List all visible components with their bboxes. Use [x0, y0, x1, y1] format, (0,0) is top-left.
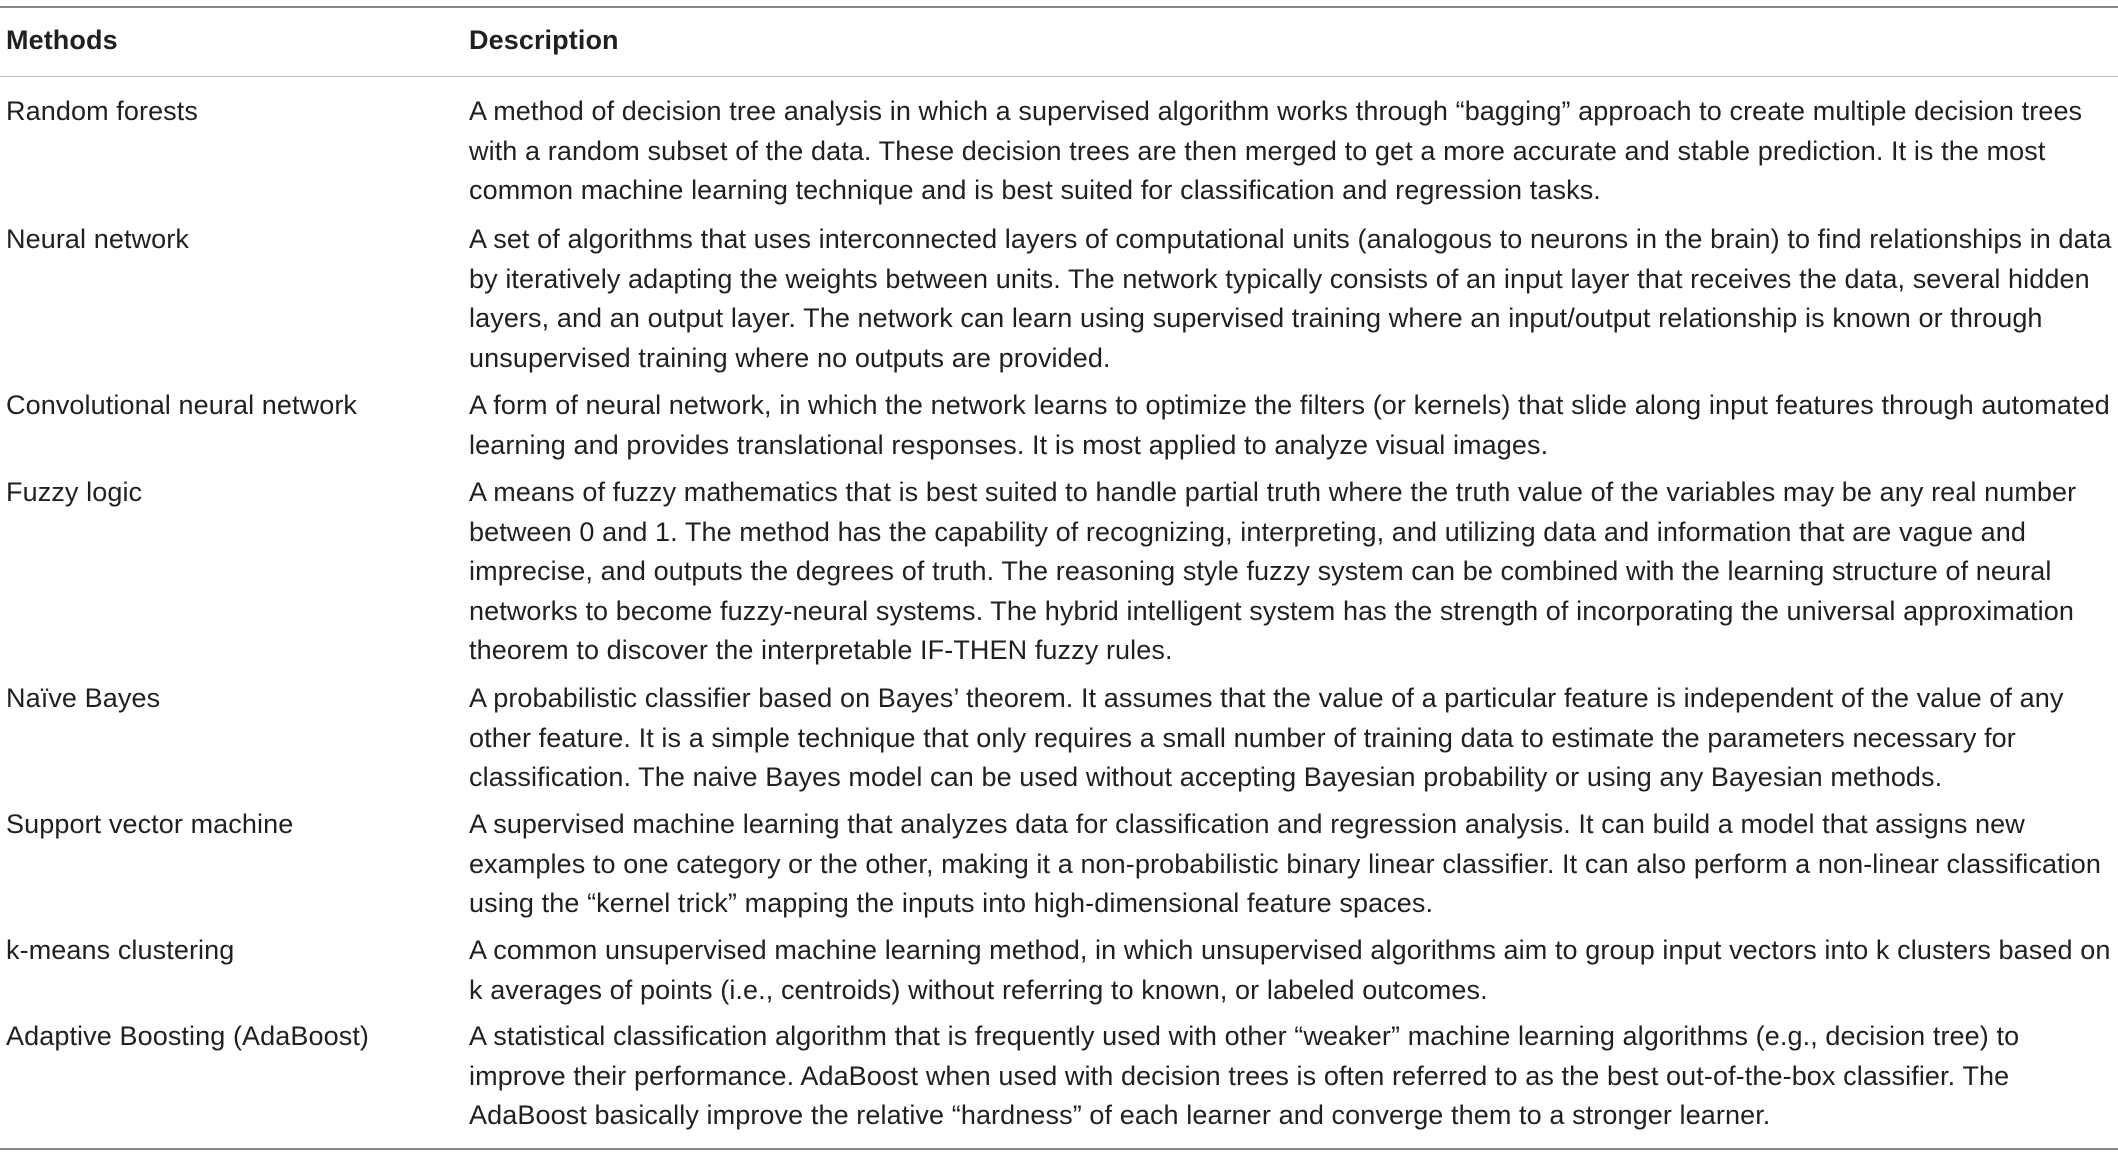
row-cnn-method: Convolutional neural network — [6, 390, 358, 420]
row-adaboost-method: Adaptive Boosting (AdaBoost) — [6, 1021, 370, 1051]
row-fuzzy-logic-description: A means of fuzzy mathematics that is best suited to handle partial truth where the truth value of the variables may be any real number between 0 and 1. The method has the capability of recognizing, interpreting, and utilizing data and information that are vague and imprecise, and outputs the degrees of truth. The reasoning style fuzzy system can be combined with the learning structure of neural networks to become fuzzy-neural systems. The hybrid intelligent system has the strength of incorporating the universal approximation theorem to discover the interpretable IF-THEN fuzzy rules. — [469, 477, 2077, 665]
row-adaboost-description: A statistical classification algorithm that is frequently used with other “weaker” machine learning algorithms (e.g., decision tree) to improve their performance. AdaBoost when used with decision trees is often referred to as the best out-of-the-box classifier. The AdaBoost basically improve the relative “hardness” of each learner and converge them to a stronger learner. — [469, 1021, 2020, 1130]
table-top-rule — [0, 6, 2118, 8]
row-fuzzy-logic-method: Fuzzy logic — [6, 477, 143, 507]
row-naive-bayes-description: A probabilistic classifier based on Bayes’ theorem. It assumes that the value of a particular feature is independent of the value of any other feature. It is a simple technique that only requires a small number of training data to estimate the parameters necessary for classification. The naive Bayes model can be used without accepting Bayesian probability or using any Bayesian methods. — [469, 683, 2064, 792]
row-k-means-description: A common unsupervised machine learning method, in which unsupervised algorithms aim to group input vectors into k clusters based on k averages of points (i.e., centroids) without referring to known, or labeled outcomes. — [469, 935, 2111, 1005]
row-cnn-description: A form of neural network, in which the network learns to optimize the filters (or kernels) that slide along input features through automated learning and provides translational responses. It is most applied to analyze visual images. — [469, 390, 2110, 460]
row-random-forests-description: A method of decision tree analysis in which a supervised algorithm works through “bagging” approach to create multiple decision trees with a random subset of the data. These decision trees are then merged to get a more accurate and stable prediction. It is the most common machine learning technique and is best suited for classification and regression tasks. — [469, 96, 2083, 205]
row-svm-method: Support vector machine — [6, 809, 294, 839]
header-methods: Methods — [6, 25, 118, 55]
row-k-means-method: k-means clustering — [6, 935, 235, 965]
row-random-forests-method: Random forests — [6, 96, 198, 126]
header-description: Description — [469, 25, 619, 55]
row-neural-network-method: Neural network — [6, 224, 189, 254]
header-divider — [0, 76, 2118, 77]
table-bottom-rule — [0, 1148, 2118, 1150]
row-svm-description: A supervised machine learning that analyzes data for classification and regression analysis. It can build a model that assigns new examples to one category or the other, making it a non-probabilistic binary linear classifier. It can also perform a non-linear classification using the “kernel trick” mapping the inputs into high-dimensional feature spaces. — [469, 809, 2102, 918]
row-naive-bayes-method: Naïve Bayes — [6, 683, 161, 713]
row-neural-network-description: A set of algorithms that uses interconnected layers of computational units (analogous to neurons in the brain) to find relationships in data by iteratively adapting the weights between units. The network typically consists of an input layer that receives the data, several hidden layers, and an output layer. The network can learn using supervised training where an input/output relationship is known or through unsupervised training where no outputs are provided. — [469, 224, 2112, 373]
